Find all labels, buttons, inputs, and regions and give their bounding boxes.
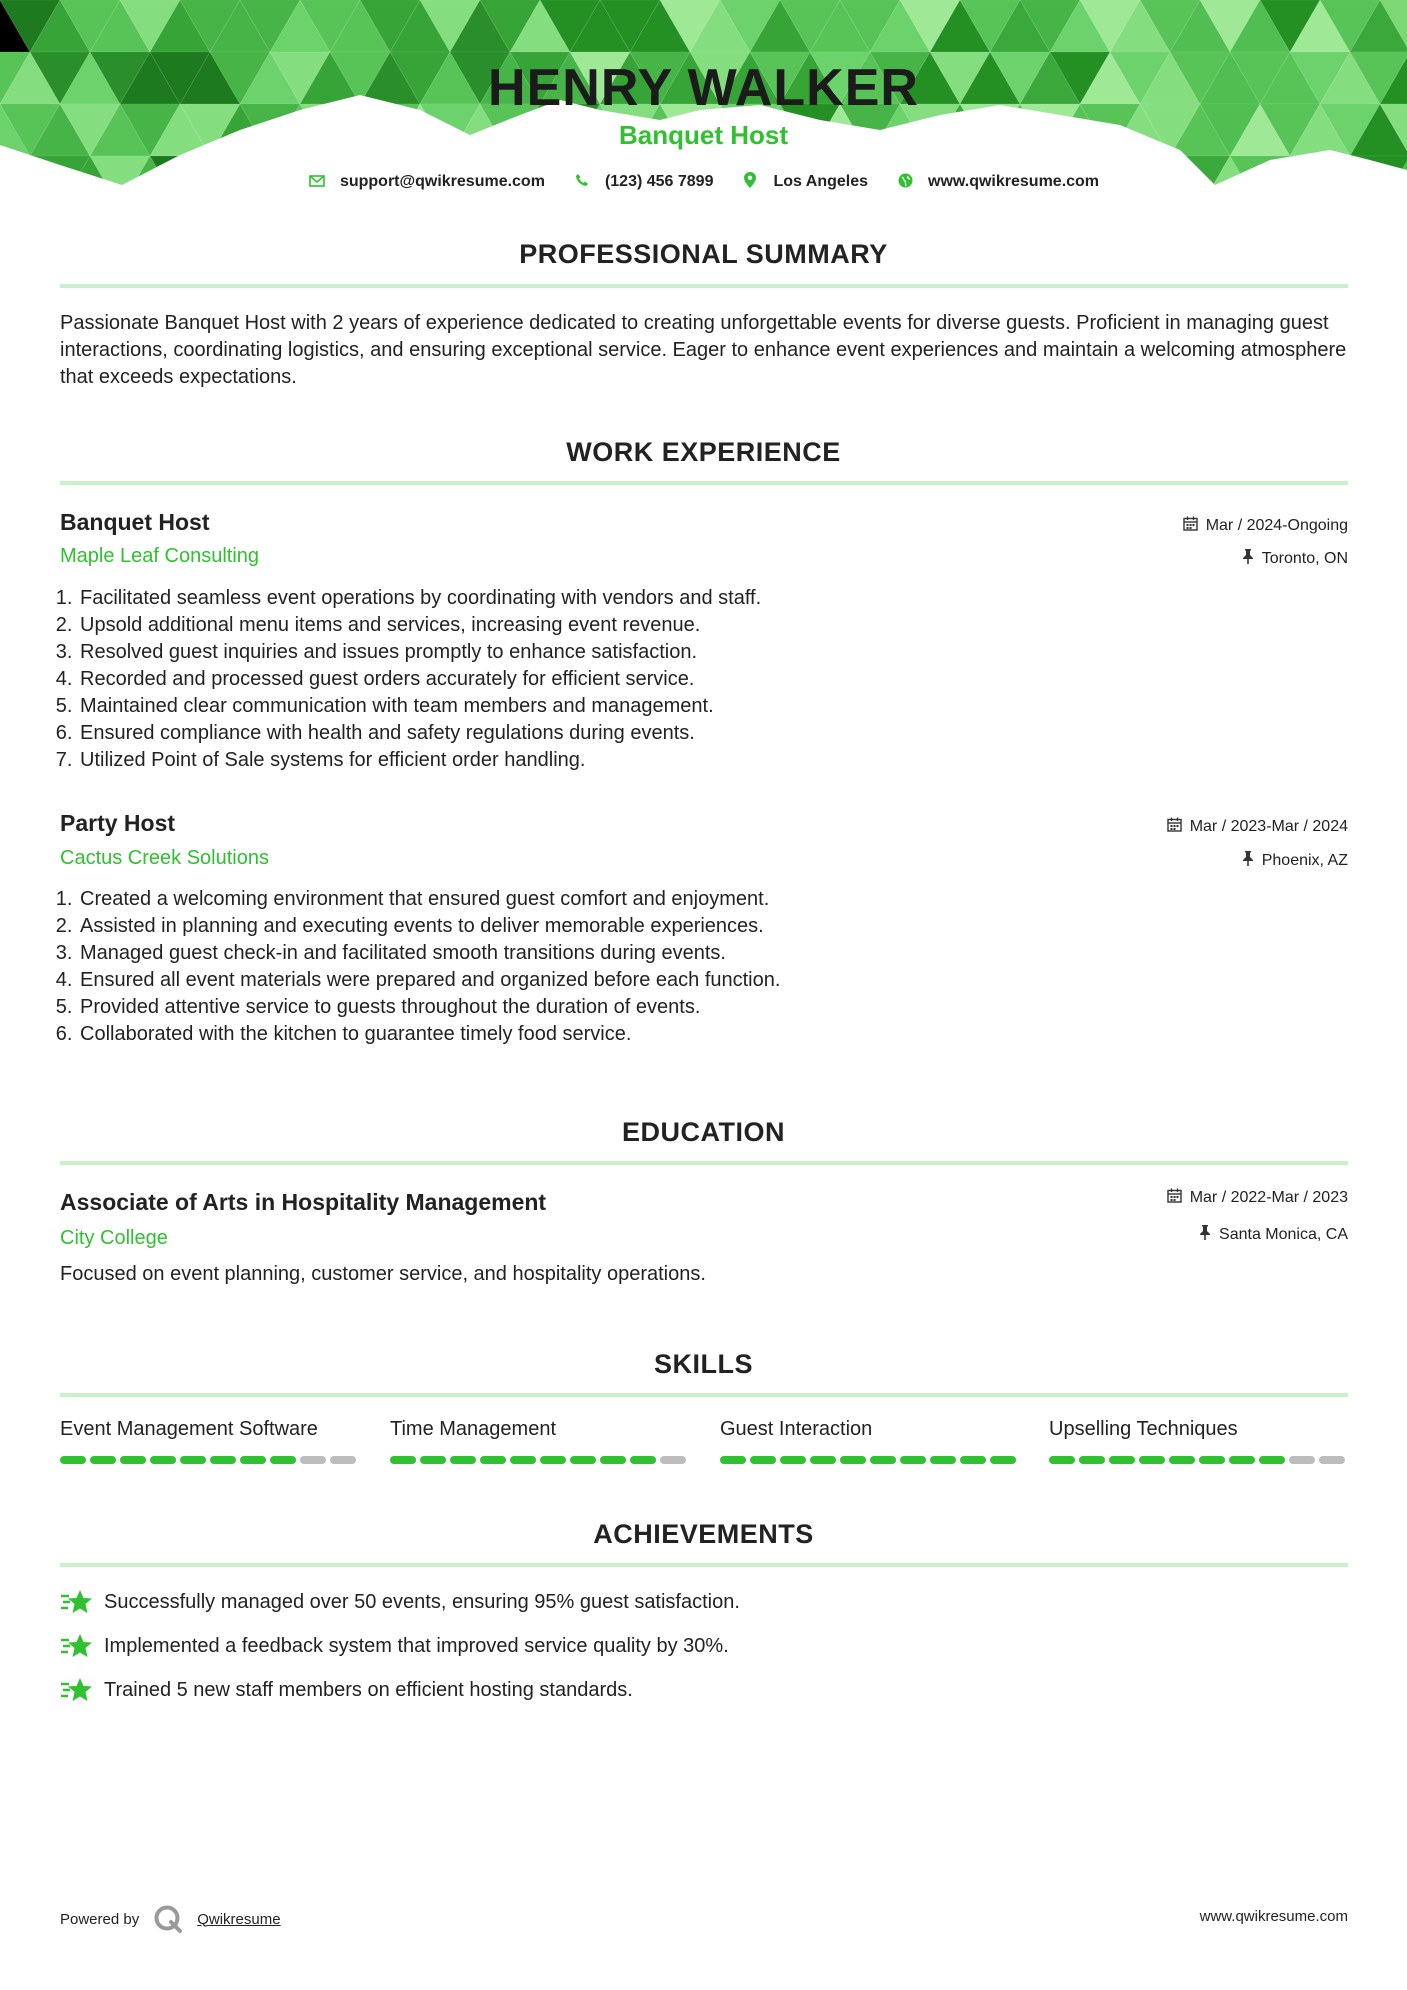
qwikresume-link[interactable]: Qwikresume (197, 1910, 281, 1928)
skill-segment (1229, 1456, 1255, 1464)
achievement-text: Trained 5 new staff members on efficient hosting standards. (104, 1678, 633, 1701)
list-item: 3. Managed guest check-in and facilitated smooth transitions during events. (78, 940, 1278, 967)
job-location-text: Toronto, ON (1261, 549, 1348, 567)
experience-heading: WORK EXPERIENCE (566, 437, 841, 467)
skill-segment (1289, 1456, 1315, 1464)
skill-segment (1169, 1456, 1195, 1464)
job-dates-text: Mar / 2024-Ongoing (1205, 516, 1348, 534)
skill-segment (600, 1456, 626, 1464)
skill-level-bar (390, 1456, 690, 1464)
list-item: 5. Maintained clear communication with team members and management. (78, 693, 1278, 720)
powered-by-label: Powered by (60, 1910, 140, 1928)
candidate-name: HENRY WALKER (488, 59, 919, 117)
skill-segment (60, 1456, 86, 1464)
skill-segment (390, 1456, 416, 1464)
candidate-role: Banquet Host (619, 120, 788, 150)
qwikresume-logo-icon (153, 1904, 183, 1934)
skill-segment (780, 1456, 806, 1464)
contact-location (741, 172, 868, 192)
skill-level-bar (720, 1456, 1020, 1464)
job-company: Cactus Creek Solutions (60, 847, 269, 869)
list-item: 5. Provided attentive service to guests throughout the duration of events. (78, 994, 1278, 1021)
star-icon (60, 1632, 94, 1660)
skill-segment (1319, 1456, 1345, 1464)
degree-title: Associate of Arts in Hospitality Management (60, 1189, 547, 1215)
map-pin-icon (741, 172, 759, 192)
skill-segment (720, 1456, 746, 1464)
list-item: 1. Facilitated seamless event operations by coordinating with vendors and staff. (78, 585, 1278, 612)
website-text: www.qwikresume.com (928, 173, 1100, 190)
school-name: City College (60, 1227, 168, 1249)
job-title: Banquet Host (60, 509, 210, 535)
skill-segment (570, 1456, 596, 1464)
skill-segment (930, 1456, 956, 1464)
skill-item (60, 1418, 360, 1464)
skill-segment (1259, 1456, 1285, 1464)
achievement-text: Implemented a feedback system that improved service quality by 30%. (104, 1634, 729, 1657)
job-title: Party Host (60, 810, 176, 836)
contact-phone[interactable] (573, 173, 714, 191)
skill-item (720, 1418, 1020, 1464)
skill-segment (540, 1456, 566, 1464)
job-dates (1167, 817, 1348, 836)
phone-text: (123) 456 7899 (604, 173, 714, 190)
skill-item (390, 1418, 690, 1464)
summary-text: Passionate Banquet Host with 2 years of experience dedicated to creating unforgettable events for diverse guests. Proficient in managing guest interactions, coordinating logistics, and ensuring exceptional service. Eager to enhance event experiences and maintain a welcoming atmosphere that exceeds expectations. (60, 312, 1347, 388)
job-company: Maple Leaf Consulting (60, 545, 260, 567)
contact-bar (0, 172, 1407, 192)
job-dates (1183, 516, 1348, 535)
contact-email[interactable] (308, 173, 545, 191)
skill-name: Guest Interaction (720, 1418, 873, 1440)
section-divider (60, 1563, 1348, 1567)
skill-segment (90, 1456, 116, 1464)
skill-segment (660, 1456, 686, 1464)
skill-segment (210, 1456, 236, 1464)
skill-segment (1049, 1456, 1075, 1464)
list-item: 7. Utilized Point of Sale systems for efficient order handling. (78, 747, 1278, 774)
star-icon (60, 1588, 94, 1616)
achievement-text: Successfully managed over 50 events, ensuring 95% guest satisfaction. (104, 1590, 740, 1613)
education-location (1199, 1225, 1348, 1244)
education-location-text: Santa Monica, CA (1219, 1225, 1348, 1243)
achievement-item (60, 1676, 633, 1704)
section-divider (60, 481, 1348, 485)
skill-segment (900, 1456, 926, 1464)
list-item: 6. Collaborated with the kitchen to guarantee timely food service. (78, 1021, 1278, 1048)
contact-website[interactable] (896, 173, 1099, 192)
summary-heading: PROFESSIONAL SUMMARY (519, 239, 888, 269)
skill-segment (960, 1456, 986, 1464)
skill-segment (630, 1456, 656, 1464)
section-divider (60, 1393, 1348, 1397)
skill-segment (480, 1456, 506, 1464)
skill-name: Event Management Software (60, 1418, 318, 1440)
calendar-icon (1167, 1188, 1182, 1207)
skill-segment (990, 1456, 1016, 1464)
email-text: support@qwikresume.com (339, 173, 545, 190)
calendar-icon (1183, 516, 1198, 535)
list-item: 4. Ensured all event materials were prepared and organized before each function. (78, 967, 1278, 994)
skill-level-bar (60, 1456, 360, 1464)
pushpin-icon (1242, 851, 1254, 870)
list-item: 2. Upsold additional menu items and services, increasing event revenue. (78, 612, 1278, 639)
job-bullets (52, 886, 1278, 1048)
skill-segment (450, 1456, 476, 1464)
list-item: 6. Ensured compliance with health and safety regulations during events. (78, 720, 1278, 747)
skill-segment (1109, 1456, 1135, 1464)
education-dates (1167, 1188, 1348, 1207)
education-description: Focused on event planning, customer service, and hospitality operations. (60, 1263, 706, 1285)
job-location (1242, 549, 1348, 568)
phone-icon (573, 173, 591, 191)
pushpin-icon (1199, 1225, 1211, 1244)
skill-segment (870, 1456, 896, 1464)
skill-segment (1139, 1456, 1165, 1464)
calendar-icon (1167, 817, 1182, 836)
location-text: Los Angeles (773, 173, 869, 190)
job-location (1242, 851, 1348, 870)
list-item: 3. Resolved guest inquiries and issues promptly to enhance satisfaction. (78, 639, 1278, 666)
envelope-icon (308, 174, 326, 191)
achievements-heading: ACHIEVEMENTS (593, 1519, 814, 1549)
skill-segment (150, 1456, 176, 1464)
skill-segment (120, 1456, 146, 1464)
education-dates-text: Mar / 2022-Mar / 2023 (1189, 1188, 1348, 1206)
skill-segment (510, 1456, 536, 1464)
list-item: 4. Recorded and processed guest orders accurately for efficient service. (78, 666, 1278, 693)
section-divider (60, 1161, 1348, 1165)
skill-item (1049, 1418, 1349, 1464)
skill-segment (1199, 1456, 1225, 1464)
skill-segment (240, 1456, 266, 1464)
job-location-text: Phoenix, AZ (1261, 851, 1348, 869)
skills-heading: SKILLS (653, 1349, 753, 1379)
section-divider (60, 284, 1348, 288)
skill-segment (840, 1456, 866, 1464)
education-heading: EDUCATION (622, 1117, 785, 1147)
footer-website[interactable]: www.qwikresume.com (1199, 1908, 1348, 1925)
pushpin-icon (1242, 549, 1254, 568)
skill-segment (330, 1456, 356, 1464)
skill-segment (420, 1456, 446, 1464)
list-item: 1. Created a welcoming environment that ensured guest comfort and enjoyment. (78, 886, 1278, 913)
achievement-item (60, 1632, 729, 1660)
skill-name: Upselling Techniques (1049, 1418, 1238, 1440)
achievement-item (60, 1588, 740, 1616)
skill-name: Time Management (390, 1418, 556, 1440)
footer-powered-by (60, 1904, 281, 1934)
skill-segment (810, 1456, 836, 1464)
globe-icon (896, 173, 914, 192)
skill-segment (300, 1456, 326, 1464)
skill-segment (180, 1456, 206, 1464)
job-bullets (52, 585, 1278, 774)
skill-segment (1079, 1456, 1105, 1464)
job-dates-text: Mar / 2023-Mar / 2024 (1189, 817, 1348, 835)
skill-level-bar (1049, 1456, 1349, 1464)
star-icon (60, 1676, 94, 1704)
list-item: 2. Assisted in planning and executing events to deliver memorable experiences. (78, 913, 1278, 940)
skill-segment (750, 1456, 776, 1464)
skill-segment (270, 1456, 296, 1464)
